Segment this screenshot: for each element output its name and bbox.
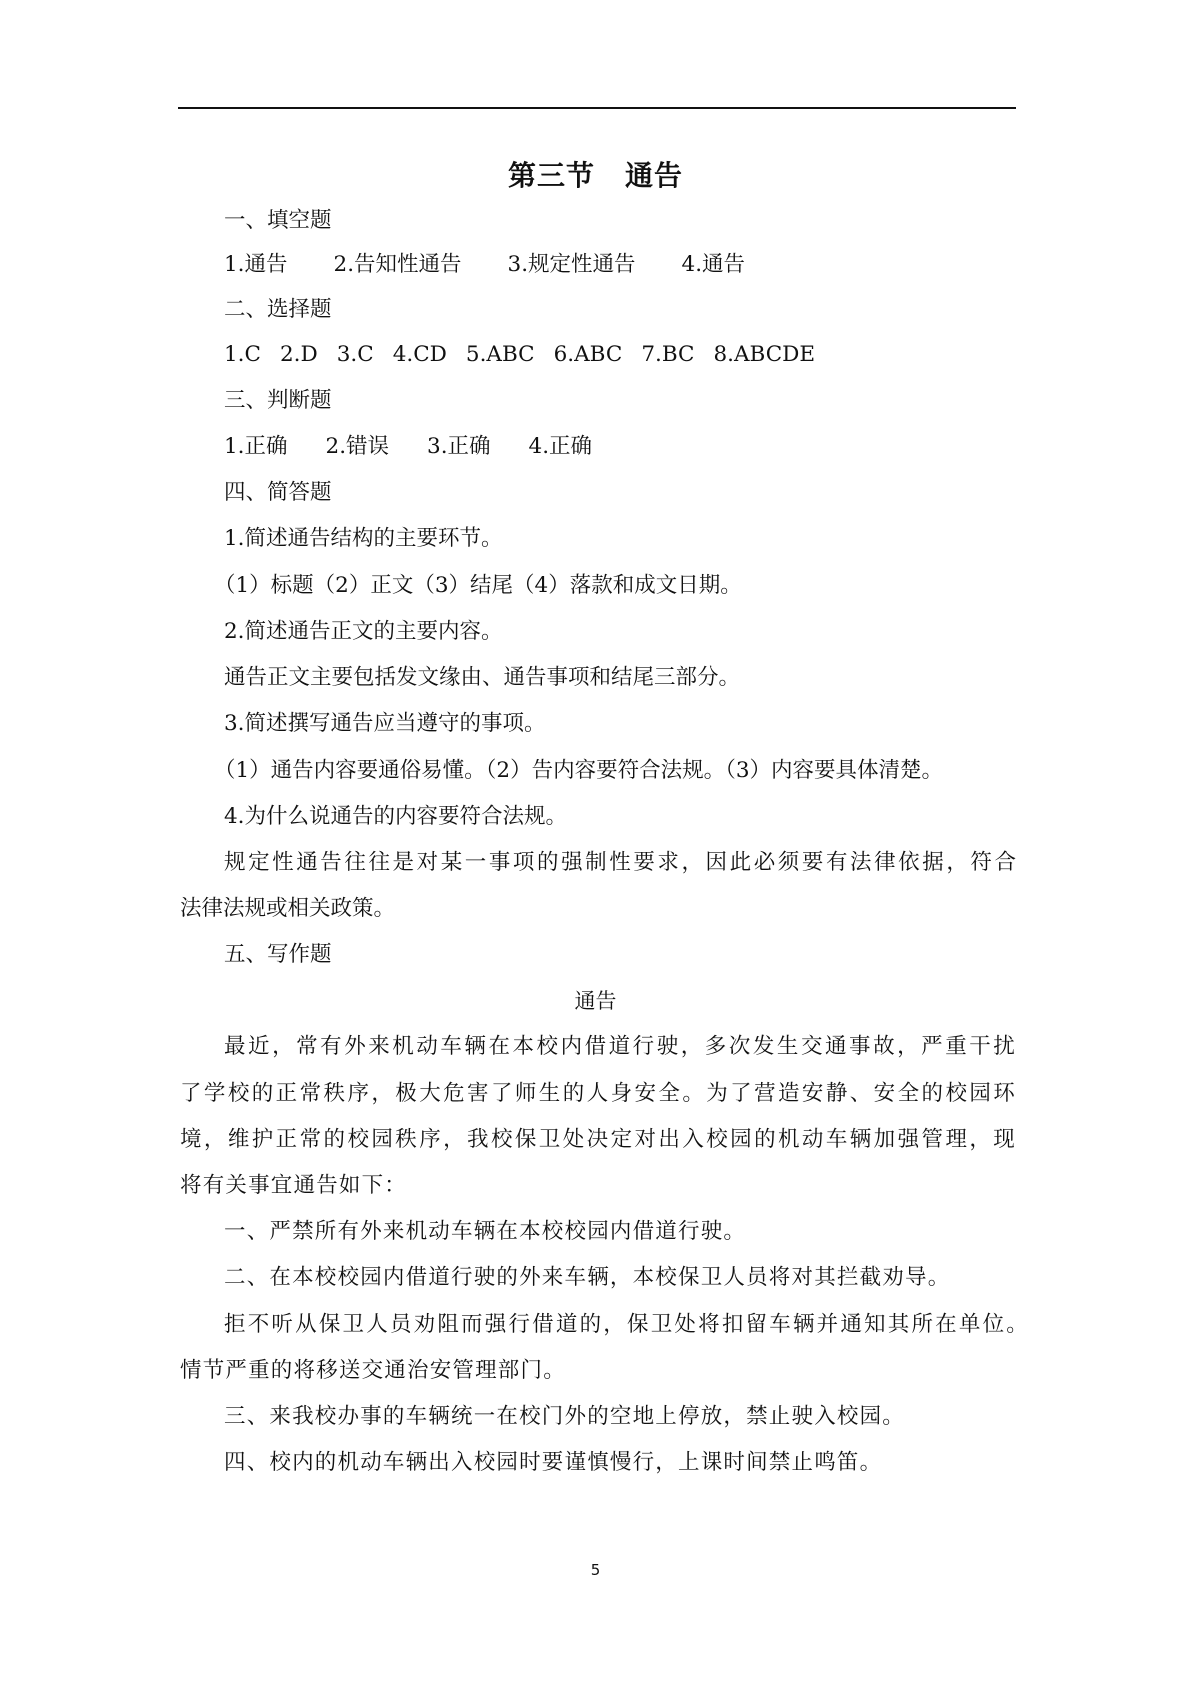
page-title — [0, 158, 1191, 194]
fill-blank-heading: 一、填空题 — [224, 208, 332, 233]
notice-item-3: 三、来我校办事的车辆统一在校门外的空地上停放，禁止驶入校园。 — [224, 1404, 906, 1429]
fill-answer: 2.告知性通告 — [333, 252, 462, 277]
choice-answer: 4.CD — [392, 342, 447, 367]
title-topic: 通告 — [625, 159, 684, 192]
notice-paragraph-line: 将有关事宜通告如下： — [180, 1173, 408, 1198]
writing-heading: 五、写作题 — [224, 942, 332, 967]
answer-4-line: 法律法规或相关政策。 — [180, 896, 396, 921]
choice-answer: 5.ABC — [465, 342, 535, 367]
judge-answer: 3.正确 — [427, 434, 491, 459]
notice-item-4: 四、校内的机动车辆出入校园时要谨慎慢行，上课时间禁止鸣笛。 — [224, 1450, 883, 1475]
choice-heading: 二、选择题 — [224, 297, 332, 322]
question-3: 3.简述撰写通告应当遵守的事项。 — [224, 711, 546, 736]
choice-answer: 6.ABC — [553, 342, 623, 367]
question-1: 1.简述通告结构的主要环节。 — [224, 526, 503, 551]
fill-answer: 3.规定性通告 — [507, 252, 636, 277]
notice-title: 通告 — [574, 989, 617, 1013]
answer-3: （1）通告内容要通俗易懂。（2）告内容要符合法规。（3）内容要具体清楚。 — [214, 758, 944, 783]
notice-paragraph-line: 最近，常有外来机动车辆在本校内借道行驶，多次发生交通事故，严重干扰 — [224, 1034, 1016, 1059]
notice-item-1: 一、严禁所有外来机动车辆在本校校园内借道行驶。 — [224, 1219, 747, 1244]
title-section: 第三节 — [507, 159, 595, 192]
header-rule — [178, 107, 1016, 109]
short-answer-heading: 四、简答题 — [224, 480, 332, 505]
choice-answer: 8.ABCDE — [713, 342, 816, 367]
choice-answers — [224, 340, 834, 370]
answer-2: 通告正文主要包括发文缘由、通告事项和结尾三部分。 — [224, 665, 741, 690]
question-2: 2.简述通告正文的主要内容。 — [224, 619, 503, 644]
true-false-heading: 三、判断题 — [224, 388, 332, 413]
judge-answer: 4.正确 — [528, 434, 593, 459]
notice-item-2-detail: 拒不听从保卫人员劝阻而强行借道的，保卫处将扣留车辆并通知其所在单位。 — [224, 1312, 1029, 1337]
judge-answer: 1.正确 — [224, 434, 288, 459]
fill-answer: 1.通告 — [224, 252, 288, 277]
answer-1: （1）标题（2）正文（3）结尾（4）落款和成文日期。 — [214, 573, 742, 598]
fill-answer: 4.通告 — [681, 252, 746, 277]
notice-paragraph-line: 了学校的正常秩序，极大危害了师生的人身安全。为了营造安静、安全的校园环 — [180, 1081, 1016, 1106]
notice-item-2: 二、在本校校园内借道行驶的外来车辆，本校保卫人员将对其拦截劝导。 — [224, 1265, 951, 1290]
page-number: 5 — [590, 1561, 601, 1579]
choice-answer: 7.BC — [641, 342, 695, 367]
question-4: 4.为什么说通告的内容要符合法规。 — [224, 804, 568, 829]
true-false-answers — [224, 432, 630, 462]
judge-answer: 2.错误 — [325, 434, 390, 459]
fill-blank-answers — [224, 250, 791, 280]
choice-answer: 2.D — [279, 342, 318, 367]
choice-answer: 3.C — [336, 342, 374, 367]
notice-item-2-detail: 情节严重的将移送交通治安管理部门。 — [180, 1358, 566, 1383]
choice-answer: 1.C — [224, 342, 261, 367]
answer-4-line: 规定性通告往往是对某一事项的强制性要求，因此必须要有法律依据，符合 — [224, 850, 1016, 875]
notice-paragraph-line: 境，维护正常的校园秩序，我校保卫处决定对出入校园的机动车辆加强管理，现 — [180, 1127, 1016, 1152]
